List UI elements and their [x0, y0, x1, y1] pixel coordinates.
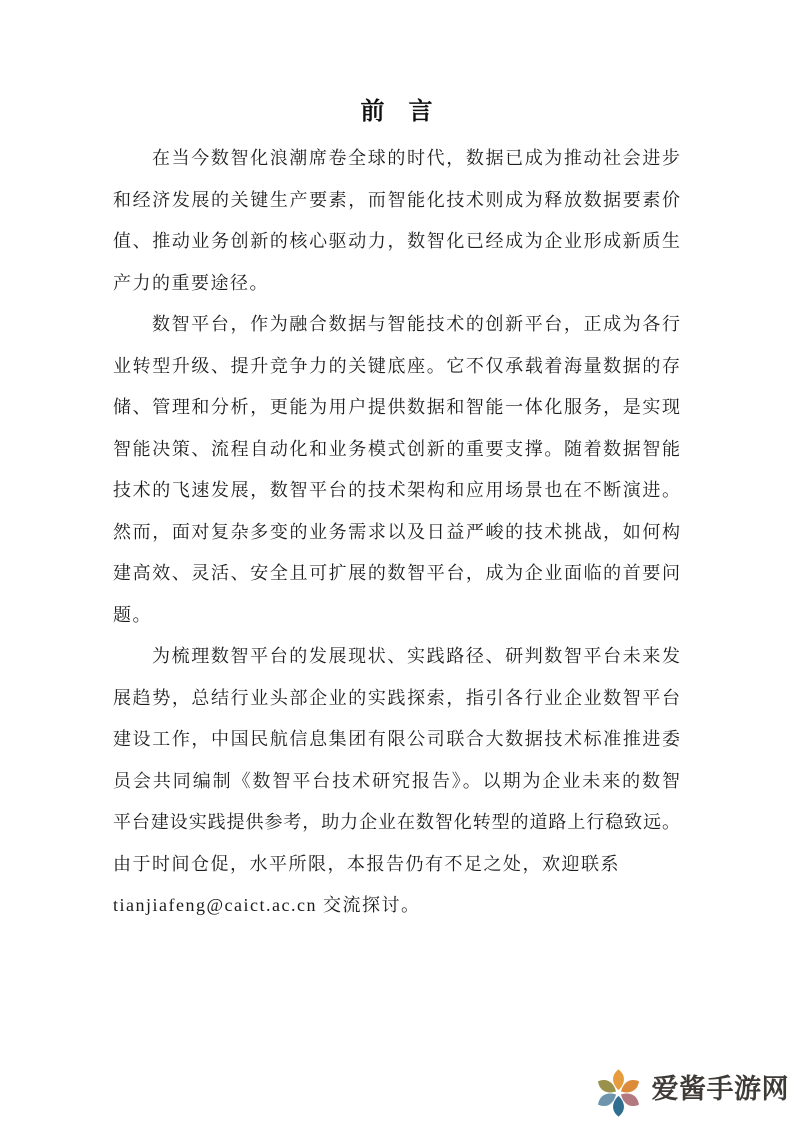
text-line: 值、推动业务创新的核心驱动力，数智化已经成为企业形成新质生 [113, 231, 680, 251]
text-line: 储、管理和分析，更能为用户提供数据和智能一体化服务，是实现 [113, 397, 680, 417]
text-line: 平台建设实践提供参考，助力企业在数智化转型的道路上行稳致远。 [113, 812, 680, 832]
text-line: 由于时间仓促，水平所限，本报告仍有不足之处，欢迎联系 [113, 853, 620, 874]
text-line: 产力的重要途径。 [113, 272, 269, 293]
flower-icon [592, 1067, 645, 1119]
page-title: 前 言 [360, 98, 433, 125]
text-line: 然而，面对复杂多变的业务需求以及日益严峻的技术挑战，如何构 [113, 521, 680, 542]
watermark-logo[interactable] [592, 1067, 790, 1119]
text-line: 业转型升级、提升竞争力的关键底座。它不仅承载着海量数据的存 [113, 355, 680, 376]
document-body [113, 138, 680, 927]
text-line: tianjiafeng@caict.ac.cn 交流探讨。 [113, 895, 421, 915]
text-line: 建设工作，中国民航信息集团有限公司联合大数据技术标准推进委 [113, 729, 680, 749]
watermark-site-name: 爱酱手游网 [651, 1073, 789, 1104]
text-line: 员会共同编制《数智平台技术研究报告》。以期为企业未来的数智 [113, 770, 680, 791]
text-line: 建高效、灵活、安全且可扩展的数智平台，成为企业面临的首要问 [113, 563, 680, 583]
text-line: 题。 [113, 604, 152, 625]
text-line: 在当今数智化浪潮席卷全球的时代，数据已成为推动社会进步 [152, 148, 680, 168]
text-line: 技术的飞速发展，数智平台的技术架构和应用场景也在不断演进。 [113, 480, 680, 500]
text-line: 为梳理数智平台的发展现状、实践路径、研判数智平台未来发 [152, 646, 680, 666]
text-line: 展趋势，总结行业头部企业的实践探索，指引各行业企业数智平台 [113, 687, 680, 708]
text-line: 和经济发展的关键生产要素，而智能化技术则成为释放数据要素价 [113, 189, 680, 210]
text-line: 智能决策、流程自动化和业务模式创新的重要支撑。随着数据智能 [113, 438, 680, 459]
text-line: 数智平台，作为融合数据与智能技术的创新平台，正成为各行 [152, 314, 680, 334]
